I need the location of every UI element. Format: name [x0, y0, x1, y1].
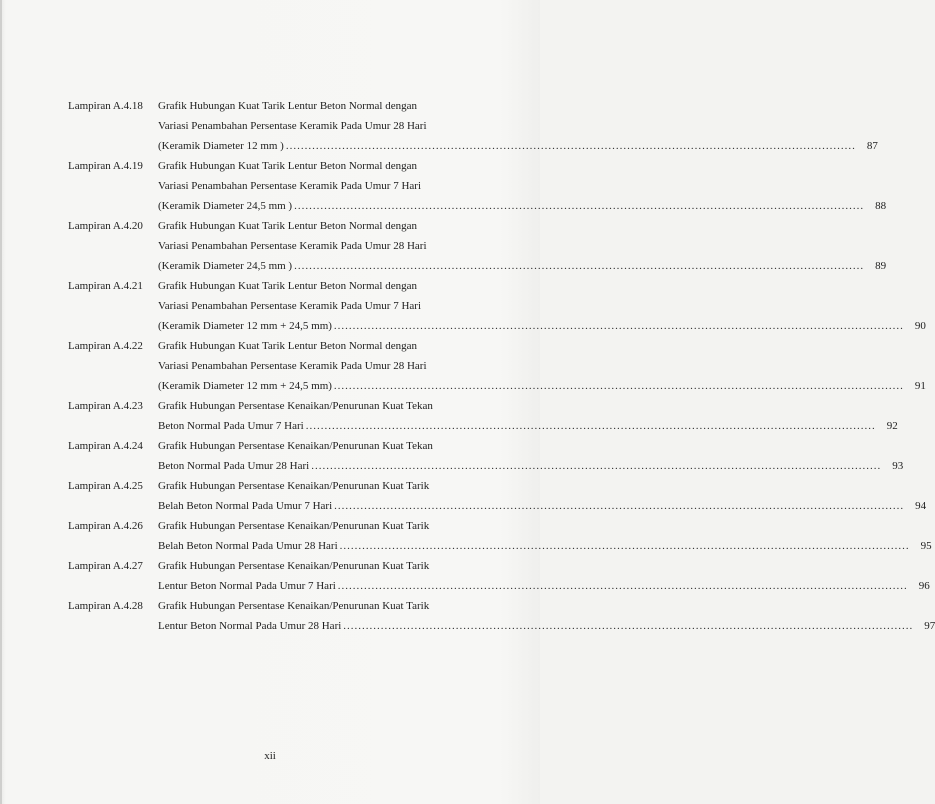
- toc-entry-title: [158, 516, 932, 556]
- toc-page-number: 94: [915, 500, 927, 512]
- toc-entry-title-line: Grafik Hubungan Kuat Tarik Lentur Beton Normal dengan: [158, 160, 417, 172]
- toc-entry-title: [158, 556, 930, 596]
- toc-entry-title-line: (Keramik Diameter 24,5 mm ): [158, 200, 293, 212]
- toc-entry-label: Lampiran A.4.20: [68, 220, 143, 232]
- toc-entry-title-line: Grafik Hubungan Persentase Kenaikan/Penurunan Kuat Tarik: [158, 520, 430, 532]
- toc-entry-label: Lampiran A.4.22: [68, 340, 143, 352]
- toc-page-number: 90: [914, 320, 926, 332]
- toc-entry-title-line: Lentur Beton Normal Pada Umur 28 Hari: [158, 620, 342, 632]
- toc-entry-title-line: Grafik Hubungan Persentase Kenaikan/Penurunan Kuat Tarik: [158, 560, 430, 572]
- toc-entry-label: Lampiran A.4.21: [68, 280, 143, 292]
- toc-entry-last-line: [158, 616, 935, 636]
- toc-page-number: 97: [924, 620, 935, 632]
- toc-entry-title-line: Grafik Hubungan Persentase Kenaikan/Penurunan Kuat Tarik: [158, 480, 430, 492]
- toc-entry-title-line: (Keramik Diameter 24,5 mm ): [158, 260, 293, 272]
- table-of-contents: [68, 96, 935, 636]
- toc-entry-title-line: Belah Beton Normal Pada Umur 7 Hari: [158, 500, 333, 512]
- toc-entry-title-line: (Keramik Diameter 12 mm + 24,5 mm): [158, 320, 332, 332]
- toc-entry-title: [158, 336, 926, 396]
- dot-leader: [311, 456, 881, 476]
- toc-entry-title-line: Beton Normal Pada Umur 28 Hari: [158, 460, 310, 472]
- toc-entry-label: Lampiran A.4.18: [68, 100, 143, 112]
- toc-page-number: 87: [866, 140, 878, 152]
- toc-entry-title-line: Beton Normal Pada Umur 7 Hari: [158, 420, 304, 432]
- page-folio: xii: [264, 750, 276, 762]
- dot-leader: [294, 256, 864, 276]
- toc-entry-title: [158, 476, 926, 516]
- toc-entry-title-line: Grafik Hubungan Kuat Tarik Lentur Beton Normal dengan: [158, 100, 417, 112]
- dot-leader: [294, 196, 864, 216]
- toc-entry-title-line: Variasi Penambahan Persentase Keramik Pada Umur 7 Hari: [158, 300, 422, 312]
- dot-leader: [306, 416, 876, 436]
- toc-page-number: 89: [875, 260, 887, 272]
- toc-entry-label: Lampiran A.4.23: [68, 400, 143, 412]
- toc-entry-title-line: Belah Beton Normal Pada Umur 28 Hari: [158, 540, 338, 552]
- dot-leader: [338, 576, 908, 596]
- toc-entry-label: Lampiran A.4.28: [68, 600, 143, 612]
- toc-entry: [68, 276, 926, 336]
- toc-entry-title: [158, 156, 886, 216]
- toc-entry: [68, 556, 930, 596]
- toc-entry-last-line: [158, 416, 898, 436]
- toc-entry-title: [158, 96, 878, 156]
- toc-entry: [68, 396, 898, 436]
- toc-entry-title-line: Grafik Hubungan Persentase Kenaikan/Penurunan Kuat Tekan: [158, 400, 433, 412]
- toc-entry-title-line: Variasi Penambahan Persentase Keramik Pada Umur 28 Hari: [158, 360, 427, 372]
- toc-entry-last-line: [158, 196, 886, 216]
- toc-entry-title: [158, 436, 903, 476]
- toc-entry-last-line: [158, 456, 903, 476]
- toc-entry: [68, 476, 927, 516]
- toc-entry-title-line: Grafik Hubungan Kuat Tarik Lentur Beton Normal dengan: [158, 280, 417, 292]
- toc-entry-title: [158, 396, 898, 436]
- toc-entry-title-line: Grafik Hubungan Kuat Tarik Lentur Beton Normal dengan: [158, 340, 417, 352]
- toc-entry-title-line: Grafik Hubungan Persentase Kenaikan/Penurunan Kuat Tarik: [158, 600, 430, 612]
- toc-entry-title: [158, 276, 926, 336]
- toc-entry: [68, 216, 887, 276]
- toc-entry-title: [158, 216, 886, 276]
- toc-entry-title-line: Variasi Penambahan Persentase Keramik Pada Umur 7 Hari: [158, 180, 422, 192]
- toc-entry-title-line: (Keramik Diameter 12 mm ): [158, 140, 284, 152]
- toc-entry-label: Lampiran A.4.27: [68, 560, 143, 572]
- toc-page-number: 88: [875, 200, 887, 212]
- toc-entry-last-line: [158, 576, 930, 596]
- toc-entry-title-line: Grafik Hubungan Kuat Tarik Lentur Beton Normal dengan: [158, 220, 417, 232]
- toc-entry-last-line: [158, 496, 926, 516]
- toc-entry: [68, 596, 935, 636]
- toc-entry-last-line: [158, 136, 878, 156]
- toc-entry-label: Lampiran A.4.24: [68, 440, 143, 452]
- toc-entry-last-line: [158, 536, 932, 556]
- dot-leader: [286, 136, 856, 156]
- dot-leader: [334, 496, 904, 516]
- toc-entry: [68, 336, 926, 396]
- toc-entry-label: Lampiran A.4.25: [68, 480, 143, 492]
- toc-page-number: 96: [918, 580, 930, 592]
- toc-entry: [68, 156, 887, 216]
- toc-entry-title-line: (Keramik Diameter 12 mm + 24,5 mm): [158, 380, 332, 392]
- toc-entry-label: Lampiran A.4.19: [68, 160, 143, 172]
- toc-entry-title-line: Variasi Penambahan Persentase Keramik Pada Umur 28 Hari: [158, 120, 427, 132]
- toc-entry-title-line: Lentur Beton Normal Pada Umur 7 Hari: [158, 580, 336, 592]
- toc-entry: [68, 516, 932, 556]
- toc-entry: [68, 96, 878, 156]
- dot-leader: [340, 536, 910, 556]
- toc-entry-title-line: Variasi Penambahan Persentase Keramik Pada Umur 28 Hari: [158, 240, 427, 252]
- dot-leader: [334, 376, 904, 396]
- toc-entry-label: Lampiran A.4.26: [68, 520, 143, 532]
- toc-entry-last-line: [158, 256, 886, 276]
- toc-entry-title-line: Grafik Hubungan Persentase Kenaikan/Penurunan Kuat Tekan: [158, 440, 433, 452]
- toc-entry-title: [158, 596, 935, 636]
- toc-entry: [68, 436, 904, 476]
- toc-page-number: 95: [920, 540, 932, 552]
- toc-page-number: 93: [892, 460, 904, 472]
- dot-leader: [334, 316, 904, 336]
- page-edge-shadow: [0, 0, 2, 804]
- toc-page-number: 91: [914, 380, 926, 392]
- toc-entry-last-line: [158, 376, 926, 396]
- toc-entry-last-line: [158, 316, 926, 336]
- toc-page-number: 92: [886, 420, 898, 432]
- dot-leader: [343, 616, 913, 636]
